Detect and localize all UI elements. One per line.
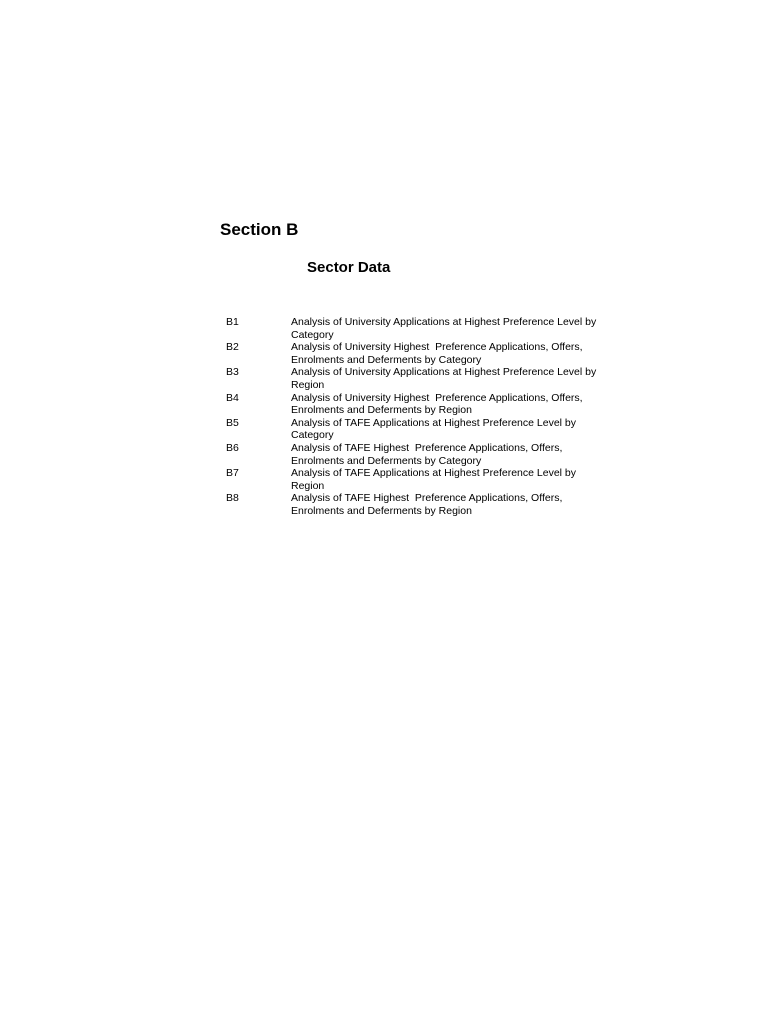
item-description-line: Analysis of TAFE Applications at Highest Preference Level by xyxy=(291,416,577,429)
item-code: B7 xyxy=(226,467,239,480)
item-description xyxy=(291,442,646,467)
contents-item xyxy=(226,316,646,341)
item-description-line: Category xyxy=(291,429,334,442)
item-description-line: Category xyxy=(291,328,334,341)
contents-item xyxy=(226,366,646,391)
item-description xyxy=(291,417,646,442)
item-description-line: Enrolments and Deferments by Region xyxy=(291,504,472,517)
item-description-line: Analysis of University Highest Preference Applications, Offers, xyxy=(291,341,583,354)
item-description xyxy=(291,467,646,492)
contents-item xyxy=(226,442,646,467)
item-description-line: Analysis of TAFE Highest Preference Applications, Offers, xyxy=(291,492,563,505)
contents-item xyxy=(226,392,646,417)
contents-list xyxy=(226,316,646,518)
item-code: B1 xyxy=(226,316,239,328)
item-description-line: Enrolments and Deferments by Region xyxy=(291,404,472,417)
item-description-line: Analysis of TAFE Applications at Highest Preference Level by xyxy=(291,467,577,480)
contents-item xyxy=(226,341,646,366)
item-description-line: Analysis of TAFE Highest Preference Applications, Offers, xyxy=(291,441,563,454)
contents-item xyxy=(226,467,646,492)
item-description xyxy=(291,492,646,517)
item-description-line: Analysis of University Highest Preference Applications, Offers, xyxy=(291,391,583,404)
item-description-line: Enrolments and Deferments by Category xyxy=(291,353,482,366)
item-description xyxy=(291,366,646,391)
item-description xyxy=(291,341,646,366)
contents-item xyxy=(226,417,646,442)
contents-item xyxy=(226,492,646,517)
item-code: B6 xyxy=(226,441,239,454)
item-code: B2 xyxy=(226,341,239,354)
item-code: B3 xyxy=(226,366,239,379)
item-description-line: Analysis of University Applications at Highest Preference Level by xyxy=(291,366,597,379)
section-subtitle: Sector Data xyxy=(307,259,391,276)
item-code: B8 xyxy=(226,492,239,505)
section-title: Section B xyxy=(220,220,299,239)
item-code: B5 xyxy=(226,416,239,429)
item-description xyxy=(291,316,646,341)
item-description-line: Region xyxy=(291,479,325,492)
item-description-line: Region xyxy=(291,378,325,391)
item-description xyxy=(291,392,646,417)
item-code: B4 xyxy=(226,391,239,404)
item-description-line: Enrolments and Deferments by Category xyxy=(291,454,482,467)
item-description-line: Analysis of University Applications at Highest Preference Level by xyxy=(291,316,597,328)
